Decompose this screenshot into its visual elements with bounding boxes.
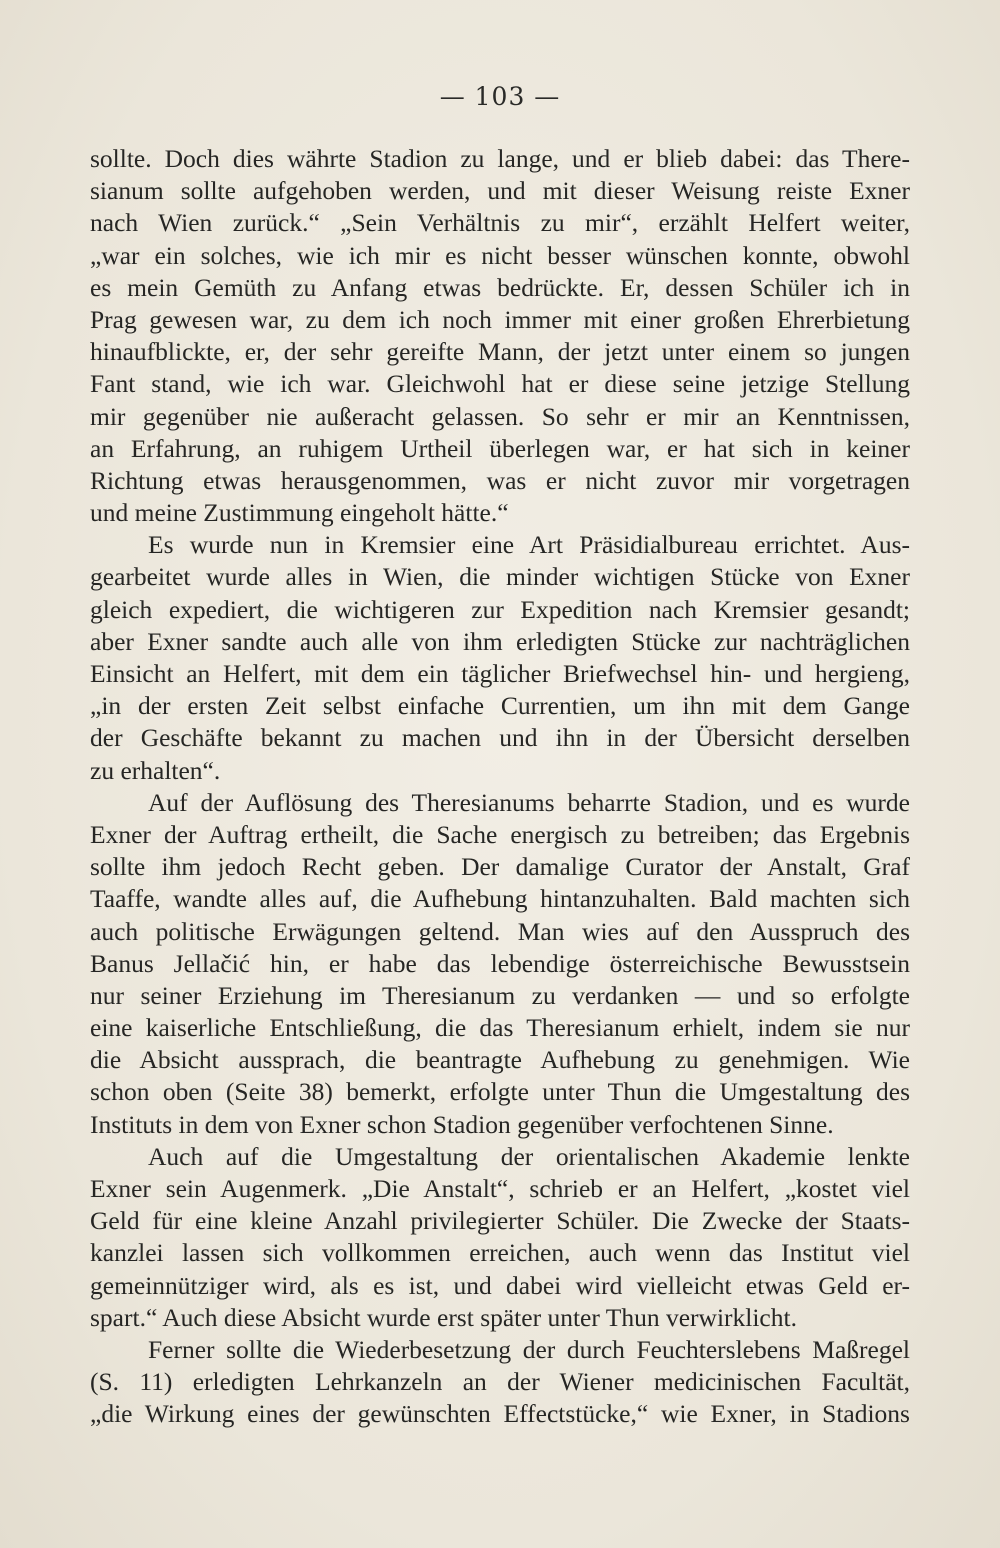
text-line: Fant stand, wie ich war. Gleichwohl hat er diese seine jetzige Stellung xyxy=(90,369,910,399)
text-line: gleich expediert, die wichtigeren zur Expedition nach Kremsier gesandt; xyxy=(90,594,910,624)
text-line: schon oben (Seite 38) bemerkt, erfolgte unter Thun die Umgestaltung des xyxy=(90,1077,910,1107)
text-line: Geld für eine kleine Anzahl privilegierter Schüler. Die Zwecke der Staats- xyxy=(90,1206,910,1236)
text-line: „in der ersten Zeit selbst einfache Currentien, um ihn mit dem Gange xyxy=(90,691,910,721)
text-line: die Absicht aussprach, die beantragte Aufhebung zu genehmigen. Wie xyxy=(90,1045,910,1075)
text-line: aber Exner sandte auch alle von ihm erledigten Stücke zur nachträglichen xyxy=(90,626,910,656)
body-text xyxy=(90,143,910,1431)
text-line: Es wurde nun in Kremsier eine Art Präsidialbureau errichtet. Aus- xyxy=(148,530,910,560)
text-line: an Erfahrung, an ruhigem Urtheil überlegen war, er hat sich in keiner xyxy=(90,433,910,463)
text-line: sollte ihm jedoch Recht geben. Der damalige Curator der Anstalt, Graf xyxy=(90,852,910,882)
text-line: „war ein solches, wie ich mir es nicht besser wünschen konnte, obwohl xyxy=(90,240,910,270)
text-line: gemeinnütziger wird, als es ist, und dabei wird vielleicht etwas Geld er- xyxy=(90,1270,910,1300)
text-line: nur seiner Erziehung im Theresianum zu verdanken — und so erfolgte xyxy=(90,980,910,1010)
text-line: Auch auf die Umgestaltung der orientalischen Akademie lenkte xyxy=(148,1141,910,1171)
text-line: mir gegenüber nie außeracht gelassen. So sehr er mir an Kenntnissen, xyxy=(90,401,910,431)
text-line: sianum sollte aufgehoben werden, und mit dieser Weisung reiste Exner xyxy=(90,176,910,206)
text-line: kanzlei lassen sich vollkommen erreichen, auch wenn das Institut viel xyxy=(90,1238,910,1268)
text-line: sollte. Doch dies währte Stadion zu lange, und er blieb dabei: das There- xyxy=(90,144,910,173)
text-line: es mein Gemüth zu Anfang etwas bedrückte. Er, dessen Schüler ich in xyxy=(90,272,910,302)
text-line: Exner der Auftrag ertheilt, die Sache energisch zu betreiben; das Ergebnis xyxy=(90,819,910,849)
text-line: „die Wirkung eines der gewünschten Effectstücke,“ wie Exner, in Stadions xyxy=(90,1399,910,1429)
text-line: (S. 11) erledigten Lehrkanzeln an der Wiener medicinischen Facultät, xyxy=(90,1367,910,1397)
text-line: Exner sein Augenmerk. „Die Anstalt“, schrieb er an Helfert, „kostet viel xyxy=(90,1174,910,1203)
text-line: hinaufblickte, er, der sehr gereifte Mann, der jetzt unter einem so jungen xyxy=(90,337,910,367)
text-line: Einsicht an Helfert, mit dem ein täglicher Briefwechsel hin- und hergieng, xyxy=(90,659,910,688)
text-line: Banus Jellačić hin, er habe das lebendige österreichische Bewusstsein xyxy=(90,948,910,978)
text-line: nach Wien zurück.“ „Sein Verhältnis zu mir“, erzählt Helfert weiter, xyxy=(90,208,910,238)
text-line: Prag gewesen war, zu dem ich noch immer mit einer großen Ehrerbietung xyxy=(90,304,910,334)
text-line: und meine Zustimmung eingeholt hätte.“ xyxy=(90,498,509,528)
text-line: der Geschäfte bekannt zu machen und ihn in der Übersicht derselben xyxy=(90,723,910,753)
text-line: Auf der Auflösung des Theresianums beharrte Stadion, und es wurde xyxy=(148,787,910,817)
text-line: zu erhalten“. xyxy=(90,755,221,785)
text-line: Richtung etwas herausgenommen, was er nicht zuvor mir vorgetragen xyxy=(90,465,910,495)
page-number: — 103 — xyxy=(439,82,561,111)
text-line: Ferner sollte die Wiederbesetzung der durch Feuchterslebens Maßregel xyxy=(148,1334,910,1364)
text-line: Instituts in dem von Exner schon Stadion gegenüber verfochtenen Sinne. xyxy=(90,1109,834,1139)
text-line: spart.“ Auch diese Absicht wurde erst später unter Thun verwirklicht. xyxy=(90,1302,797,1332)
text-line: eine kaiserliche Entschließung, die das Theresianum erhielt, indem sie nur xyxy=(90,1013,910,1043)
text-line: auch politische Erwägungen geltend. Man wies auf den Ausspruch des xyxy=(90,916,910,946)
text-line: gearbeitet wurde alles in Wien, die minder wichtigen Stücke von Exner xyxy=(90,562,910,592)
text-line: Taaffe, wandte alles auf, die Aufhebung hintanzuhalten. Bald machten sich xyxy=(90,884,910,914)
